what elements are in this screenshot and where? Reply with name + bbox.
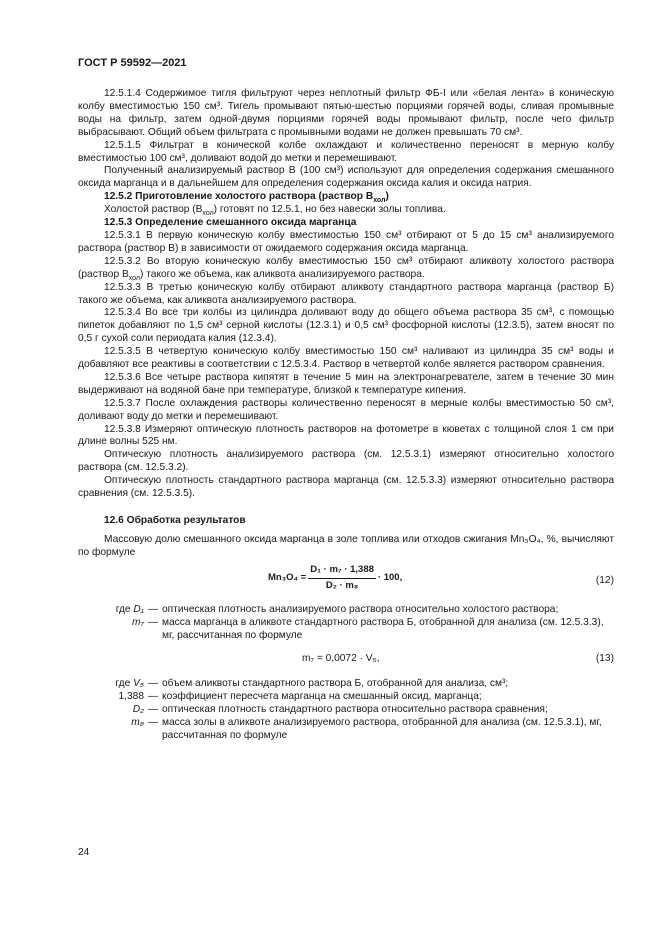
formula-13-body: m₇ = 0,0072 · V₅, [302,653,380,665]
def-d2-symbol: D₂ [132,704,144,716]
heading-12-5-2 [78,191,614,204]
p-12-5-3-2-sub: хол [128,274,140,282]
def-m8-dash: — [147,717,159,729]
paragraph-optical-standard: Оптическую плотность стандартного раствора марганца (см. 12.5.3.3) измеряют относительно раствора сравнения (см. 12.5.3.5). [78,475,614,500]
def-v5-symbol: V₅ [133,678,144,690]
paragraph-12-5-3-5: 12.5.3.5 В четвертую коническую колбу вместимостью 150 см³ наливают из цилиндра 35 см³ воды и добавляют все реактивы в соответствии с 12.5.3.4. Раствор в четвертой колбе является раствором сравнения. [78,346,614,371]
def-m7-symbol: m₇ [131,616,144,628]
def-coef-text: коэффициент пересчета марганца на смешанный оксид, марганца; [162,691,482,703]
paragraph-blank-solution [78,204,614,217]
formula-12-denominator: D₂ · m₈ [325,579,359,591]
def-v5-dash: — [147,678,159,690]
p-12-5-3-2-a: 12.5.3.2 Во вторую коническую колбу вместимостью 150 см³ отбирают аликвоту холостого раствора (раствор B [78,255,614,280]
formula-12-lhs: Mn₃O₄ = [268,571,307,583]
heading-12-5-3: 12.5.3 Определение смешанного оксида марганца [104,217,357,229]
paragraph-12-5-3-7: 12.5.3.7 После охлаждения растворы количественно переносят в мерные колбы вместимостью 50 см³, доливают воду до метки и перемешивают. [78,397,614,422]
formula-13-number: (13) [595,653,614,665]
def-m7-term [78,617,144,643]
def-d1-dash: — [147,603,159,615]
formula-13 [78,648,614,672]
def-coef-dash: — [147,691,159,703]
def-d2-term [78,704,144,717]
formula-12 [78,564,614,598]
paragraph-mass-fraction: Массовую долю смешанного оксида марганца в золе топлива или отходов сжигания Mn₃O₄, %, вычисляют по формуле [78,533,614,558]
def-d2-text: оптическая плотность стандартного раствора относительно раствора сравнения; [162,704,548,716]
blank-solution-b: ) готовят по 12.5.1, но без навески золы топлива. [213,204,446,216]
def-d1-text: оптическая плотность анализируемого раствора относительно холостого раствора; [162,603,559,615]
def-m8-text: масса золы в аликвоте анализируемого раствора, отобранной для анализа (см. 12.5.3.1), мг, рассчитанная по формуле [162,717,602,742]
paragraph-12-5-1-5: 12.5.1.5 Фильтрат в конической колбе охлаждают и количественно переносят в мерную колбу вместимостью 100 см³, доливают водой до метки и перемешивают. [78,139,614,164]
def-coef-term: 1,388 [118,691,144,703]
paragraph-12-5-3-6: 12.5.3.6 Все четыре раствора кипятят в течение 5 мин на электронагревателе, затем в течение 30 мин выдерживают на водяной бане при температуре, близкой к температуре кипения. [78,371,614,396]
def-m8-term [78,717,144,743]
def-d1-symbol: D₁ [133,603,144,615]
paragraph-12-5-3-8: 12.5.3.8 Измеряют оптическую плотность растворов на фотометре в кюветах с толщиной слоя 1 см при длине волны 525 нм. [78,423,614,448]
formula-12-numerator: D₁ · m₇ · 1,388 [308,564,376,579]
where-label-2: где [115,678,131,690]
paragraph-12-5-3-1: 12.5.3.1 В первую коническую колбу вместимостью 150 см³ отбирают от 5 до 15 см³ анализируемого раствора (раствор В) в зависимости от ожидаемого содержания оксида марганца. [78,229,614,254]
page-number: 24 [78,847,90,858]
def-v5-text: объем аликвоты стандартного раствора Б, отобранной для анализа, см³; [162,678,509,690]
definitions-list-1 [78,604,614,643]
where-label: где [115,603,131,615]
heading-12-5-2-end: ) [385,191,389,203]
heading-12-5-2-text: 12.5.2 Приготовление холостого раствора (раствор B [104,191,374,203]
heading-12-6: 12.6 Обработка результатов [104,515,246,526]
def-m7-text: масса марганца в аликвоте стандартного раствора Б, отобранной для анализа (см. 12.5.3.3), мг, рассчитанная по формуле [162,616,604,641]
formula-12-body [268,564,402,593]
paragraph-12-5-3-4: 12.5.3.4 Во все три колбы из цилиндра доливают воду до общего объема раствора 35 см³, с помощью пипеток добавляют по 1,5 см³ серной кислоты (12.3.1) и 0,5 см³ фосфорной кислоты (12.3.5), затем вносят по 0,5 г сухой соли периодата калия (12.3.4). [78,307,614,345]
formula-12-fraction [308,564,376,593]
def-m8-symbol: m₈ [131,717,144,729]
blank-solution-a: Холостой раствор (B [104,204,203,216]
document-header: ГОСТ Р 59592—2021 [78,57,187,69]
paragraph-12-5-3-3: 12.5.3.3 В третью коническую колбу отбирают аликвоту стандартного раствора марганца (раствор Б) такого же объема, как аликвота анализируемого раствора. [78,281,614,306]
def-d1-term [78,604,144,617]
def-m7-dash: — [147,616,159,628]
paragraph-solution-v: Полученный анализируемый раствор В (100 см³) используют для определения содержания смешанного оксида марганца и в дальнейшем для определения содержания оксида калия и оксида натрия. [78,165,614,190]
heading-12-5-2-sub: хол [373,197,386,205]
page-content [78,88,614,743]
paragraph-optical-analyzed: Оптическую плотность анализируемого раствора (см. 12.5.3.1) измеряют относительно холостого раствора (см. 12.5.3.2). [78,449,614,474]
def-d2-dash: — [147,704,159,716]
p-12-5-3-2-b: ) такого же объема, как аликвота анализируемого раствора. [140,268,425,280]
formula-12-number: (12) [595,574,614,586]
paragraph-12-5-1-4: 12.5.1.4 Содержимое тигля фильтруют через неплотный фильтр ФБ-I или «белая лента» в коническую колбу вместимостью 150 см³. Тигель промывают пятью-шестью порциями горячей воды, сливая промывные воды на фильтр, затем одной-двумя порциями горячей воды промывают фильтр, после чего фильтр выбрасывают. Общий объем фильтрата с промывными водами не должен превышать 70 см³. [78,88,614,138]
blank-solution-sub: хол [202,210,214,218]
definitions-list-2 [78,678,614,743]
paragraph-12-5-3-2 [78,256,614,282]
formula-12-tail: · 100, [377,571,403,583]
def-v5-term [78,678,144,691]
